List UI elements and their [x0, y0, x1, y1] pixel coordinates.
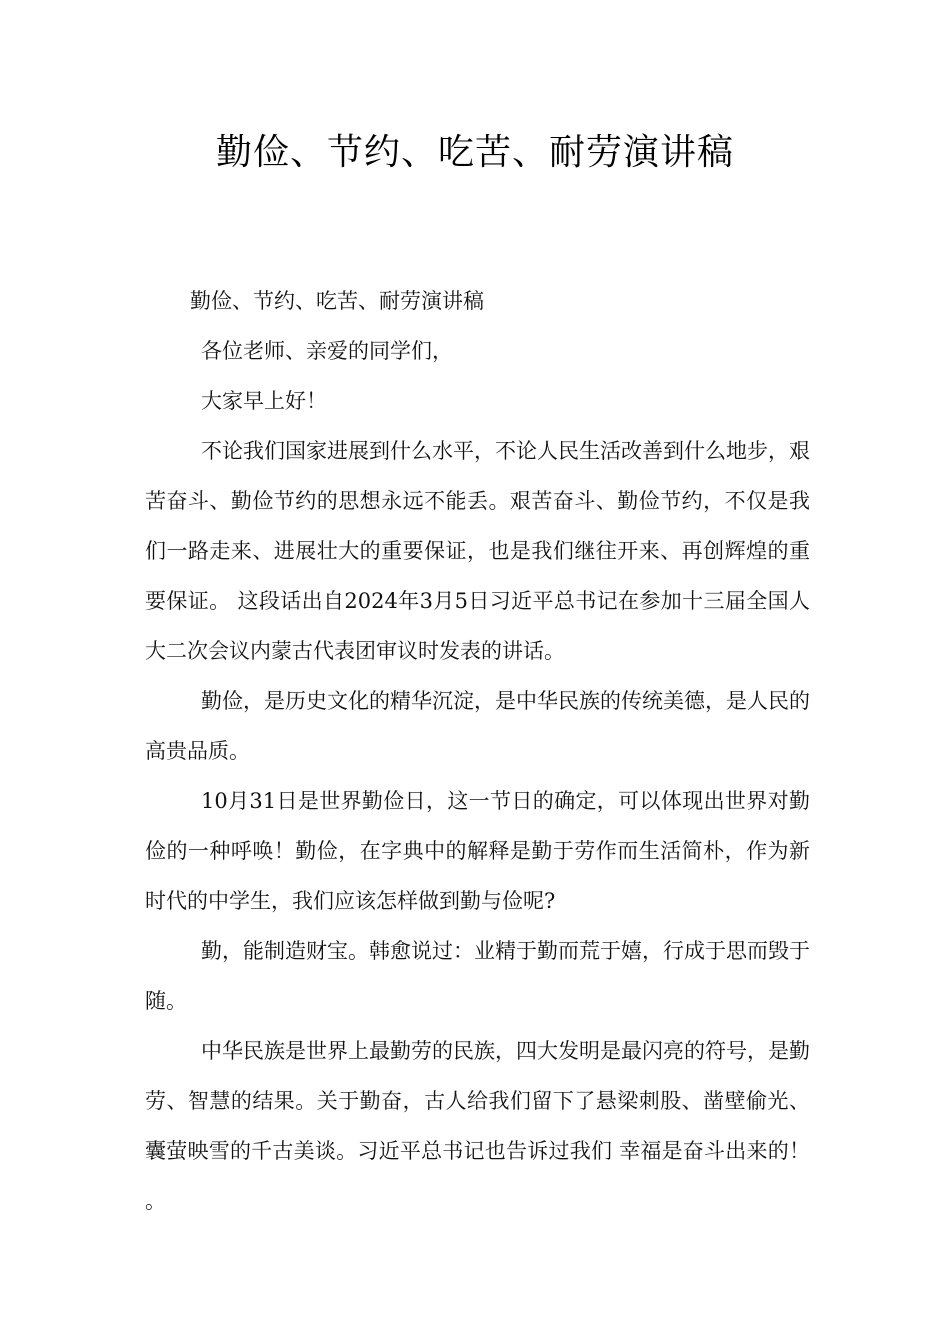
paragraph: 勤俭，是历史文化的精华沉淀，是中华民族的传统美德，是人民的高贵品质。 [145, 689, 810, 763]
document-title: 勤俭、节约、吃苦、耐劳演讲稿 [215, 132, 734, 173]
paragraph: 中华民族是世界上最勤劳的民族，四大发明是最闪亮的符号，是勤劳、智慧的结果。关于勤奋，古人给我们留下了悬梁刺股、凿壁偷光、囊萤映雪的千古美谈。习近平总书记也告诉过我们 幸福是奋斗出来的！ 。 [145, 1039, 810, 1213]
paragraph: 10月31日是世界勤俭日，这一节日的确定，可以体现出世界对勤俭的一种呼唤！勤俭，在字典中的解释是勤于劳作而生活简朴，作为新时代的中学生，我们应该怎样做到勤与俭呢? [145, 789, 810, 913]
paragraph-salutation: 各位老师、亲爱的同学们， [201, 339, 453, 363]
document-body [145, 276, 810, 1226]
paragraph: 不论我们国家进展到什么水平，不论人民生活改善到什么地步，艰苦奋斗、勤俭节约的思想永远不能丢。艰苦奋斗、勤俭节约，不仅是我们一路走来、进展壮大的重要保证，也是我们继往开来、再创辉煌的重要保证。 这段话出自2024年3月5日习近平总书记在参加十三届全国人大二次会议内蒙古代表团审议时发表的讲话。 [145, 439, 810, 663]
paragraph-greeting: 大家早上好！ [201, 389, 327, 413]
paragraph: 勤，能制造财宝。韩愈说过：业精于勤而荒于嬉，行成于思而毁于随。 [145, 939, 810, 1013]
paragraph-heading: 勤俭、节约、吃苦、耐劳演讲稿 [190, 289, 484, 313]
